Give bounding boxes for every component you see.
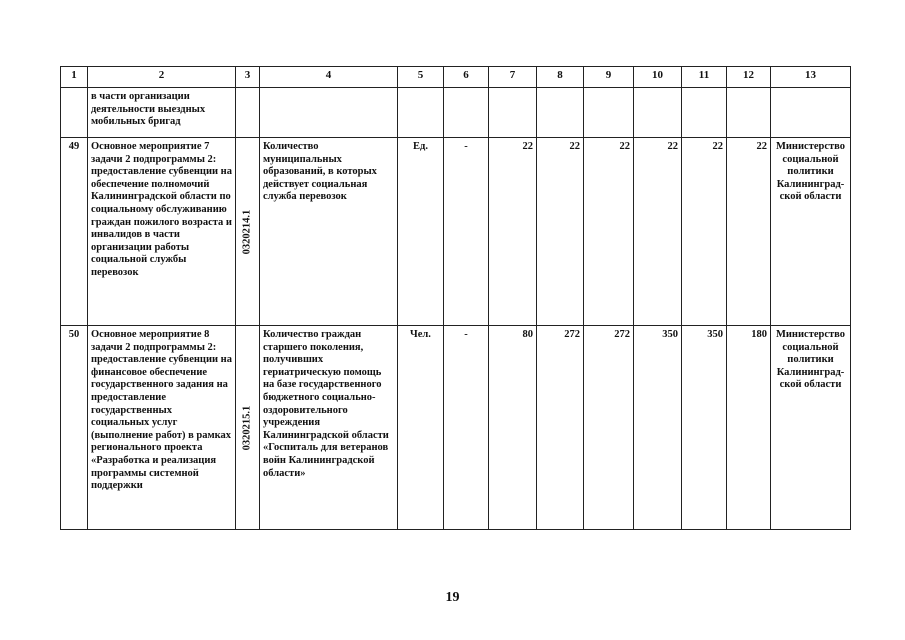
cell-c10: [634, 88, 682, 138]
cell-code: [236, 138, 260, 326]
table-row-continuation: [61, 88, 851, 138]
cell-c10: 350: [634, 326, 682, 530]
cell-indicator: [260, 88, 398, 138]
table-row-49: [61, 138, 851, 326]
cell-c7: 80: [489, 326, 537, 530]
cell-c6: -: [444, 138, 489, 326]
header-col-3: 3: [236, 67, 260, 88]
cell-c8: 272: [537, 326, 584, 530]
cell-c9: [584, 88, 634, 138]
header-col-1: 1: [61, 67, 88, 88]
cell-unit: Чел.: [398, 326, 444, 530]
cell-c12: 22: [727, 138, 771, 326]
cell-c11: 350: [682, 326, 727, 530]
header-col-2: 2: [88, 67, 236, 88]
cell-no: [61, 88, 88, 138]
cell-unit: Ед.: [398, 138, 444, 326]
cell-no: 50: [61, 326, 88, 530]
cell-c9: 272: [584, 326, 634, 530]
cell-indicator: Количество муниципальных образований, в которых действует социальная служба перевозок: [260, 138, 398, 326]
header-col-5: 5: [398, 67, 444, 88]
cell-unit: [398, 88, 444, 138]
code-text: 0320214.1: [241, 209, 253, 254]
header-col-11: 11: [682, 67, 727, 88]
cell-c12: 180: [727, 326, 771, 530]
cell-name: в части организации деятельности выездных мобильных бригад: [88, 88, 236, 138]
cell-c6: -: [444, 326, 489, 530]
cell-c10: 22: [634, 138, 682, 326]
cell-c6: [444, 88, 489, 138]
cell-c11: [682, 88, 727, 138]
cell-c11: 22: [682, 138, 727, 326]
cell-c7: 22: [489, 138, 537, 326]
header-col-8: 8: [537, 67, 584, 88]
cell-code: [236, 88, 260, 138]
cell-name: Основное мероприятие 8 задачи 2 подпрограммы 2: предоставление субвенции на финансовое обеспечение государственного задания на предоставление государственных социальных услуг (выполнение работ) в рамках регионального проекта «Разработка и реализация программы системной поддержки: [88, 326, 236, 530]
cell-responsible: Министерство социальной политики Калининград-ской области: [771, 138, 851, 326]
header-col-7: 7: [489, 67, 537, 88]
header-col-13: 13: [771, 67, 851, 88]
cell-code: [236, 326, 260, 530]
program-table: [60, 66, 851, 530]
cell-c9: 22: [584, 138, 634, 326]
header-col-10: 10: [634, 67, 682, 88]
header-row: [61, 67, 851, 88]
cell-responsible: Министерство социальной политики Калининград-ской области: [771, 326, 851, 530]
header-col-4: 4: [260, 67, 398, 88]
cell-c8: [537, 88, 584, 138]
cell-c7: [489, 88, 537, 138]
table-row-50: [61, 326, 851, 530]
cell-no: 49: [61, 138, 88, 326]
page-number: 19: [445, 590, 460, 605]
cell-indicator: Количество граждан старшего поколения, получивших гериатрическую помощь на базе государственного бюджетного социально-оздоровительного учреждения Калининградской области «Госпиталь для ветеранов войн Калининградской области»: [260, 326, 398, 530]
cell-responsible: [771, 88, 851, 138]
header-col-12: 12: [727, 67, 771, 88]
cell-name: Основное мероприятие 7 задачи 2 подпрограммы 2: предоставление субвенции на обеспечение полномочий Калининградской области по социальному обслуживанию граждан пожилого возраста и инвалидов в части организации работы социальной службы перевозок: [88, 138, 236, 326]
cell-c12: [727, 88, 771, 138]
code-text: 0320215.1: [241, 405, 253, 450]
header-col-6: 6: [444, 67, 489, 88]
header-col-9: 9: [584, 67, 634, 88]
cell-c8: 22: [537, 138, 584, 326]
